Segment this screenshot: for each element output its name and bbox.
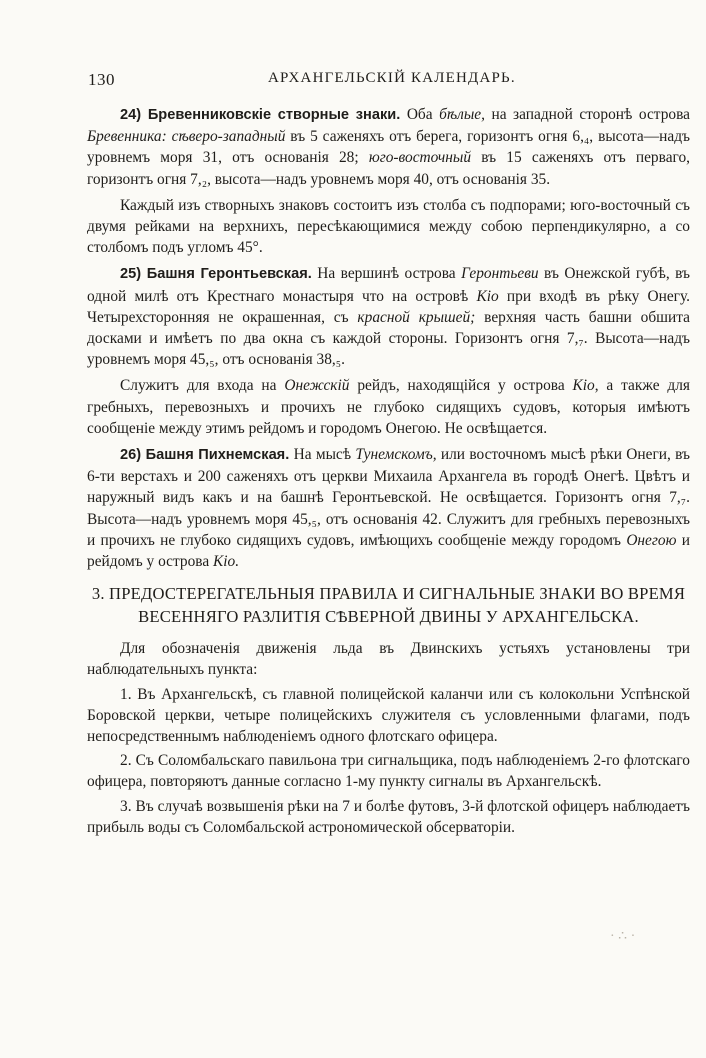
page-header [88, 70, 608, 92]
entry-24-italic: бѣлые, [439, 106, 485, 123]
marginal-mark: · ∴ · [610, 929, 636, 944]
entry-24-text: на западной сторонѣ острова [484, 106, 690, 123]
entry-26-italic: Онегою [626, 531, 677, 549]
section-3-title-line-1: 3. ПРЕДОСТЕРЕГАТЕЛЬНЫЯ ПРАВИЛА И СИГНАЛЬНЫЕ ЗНАКИ ВО ВРЕМЯ [91, 584, 686, 604]
entry-24-italic: юго-восточный [368, 149, 472, 167]
entry-25-text: при входѣ въ рѣку Онегу. Четырехсторонняя не окрашенная, съ [87, 287, 690, 326]
entry-24-description: Каждый изъ створныхъ знаковъ состоитъ изъ столба съ подпорами; юго-восточный съ двумя рейками на верхнихъ, пересѣкающимися между собою перпендикулярно, а со столбомъ подъ угломъ 45°. [87, 196, 690, 257]
entry-25-usage-text: , а также для гребныхъ, перевозныхъ и прочихъ не глубоко сидящихъ судовъ, которыя имѣютъ сообщеніе между этимъ рейдомъ и городомъ Онегою. Не освѣщается. [87, 377, 691, 437]
section-3-intro: Для обозначенія движенія льда въ Двинскихъ устьяхъ установлены три наблюдательныхъ пункта: [87, 640, 690, 679]
entry-26-italic: Кіо. [213, 553, 240, 571]
entry-26-italic: Тунемскомъ, [355, 446, 437, 464]
entry-25-text: верхняя часть башни обшита досками и имѣетъ по два окна съ каждой стороны. Горизонтъ огня 7,₇. Высота—надъ уровнемъ моря 45,₅, отъ основанія 38,₅. [87, 308, 690, 369]
entry-25-italic: Кіо [476, 287, 499, 305]
page-body [87, 104, 690, 841]
running-title: АРХАНГЕЛЬСКІЙ КАЛЕНДАРЬ. [268, 70, 516, 86]
section-3-title [87, 582, 690, 628]
entry-25-italic: Геронтьеви [461, 265, 539, 283]
entry-25-usage-text: Служитъ для входа на [120, 377, 285, 395]
entry-26-text: На мысѣ [289, 446, 356, 464]
entry-24-paragraph [87, 104, 690, 190]
entry-25-text: На вершинѣ острова [311, 265, 462, 283]
entry-24-heading: 24) Бревенниковскіе створные знаки. [120, 107, 401, 123]
entry-25-text: въ Онежской губѣ, въ одной милѣ отъ Крестнаго монастыря что на островѣ [87, 265, 690, 305]
section-3-item-3: 3. Въ случаѣ возвышенія рѣки на 7 и болѣе футовъ, 3-й флотской офицеръ наблюдаетъ прибыль воды съ Соломбальской астрономической обсерваторіи. [87, 797, 690, 836]
section-3-item-1: 1. Въ Архангельскѣ, съ главной полицейской каланчи или съ колокольни Успѣнской Боровской церкви, четыре полицейскихъ служителя съ условленными флагами, подъ непосредственнымъ наблюденіемъ одного флотскаго офицера. [87, 685, 690, 746]
entry-26-paragraph [87, 444, 690, 572]
entry-25-usage [87, 375, 690, 439]
page-number: 130 [88, 70, 115, 89]
entry-25-usage-italic: Кіо [572, 377, 595, 395]
entry-25-usage-italic: Онежскій [284, 377, 350, 395]
section-3-title-line-2: ВЕСЕННЯГО РАЗЛИТІЯ СѢВЕРНОЙ ДВИНЫ У АРХАНГЕЛЬСКА. [138, 607, 639, 627]
entry-25-usage-text: рейдъ, находящійся у острова [349, 377, 573, 395]
section-3-item-2: 2. Съ Соломбальскаго павильона три сигнальщика, подъ наблюденіемъ 2-го флотскаго офицера, повторяютъ данные согласно 1-му пункту сигналы въ Архангельскѣ. [87, 752, 690, 791]
entry-24-text: въ 5 саженяхъ отъ берега, горизонтъ огня 6,₄, высота—надъ уровнемъ моря 31, отъ основанія 28; [87, 128, 690, 167]
entry-24-italic: Бревенника: сѣверо-западный [87, 128, 286, 146]
entry-26-text: или восточномъ мысѣ рѣки Онеги, въ 6-ти верстахъ и 200 саженяхъ отъ церкви Михаила Архангела въ городѣ Онегѣ. Цвѣтъ и наружный видъ какъ и на башнѣ Геронтьевской. Не освѣщается. Горизонтъ огня 7,₇. Высота—надъ уровнемъ моря 45,₅, отъ основанія 42. Служитъ для гребныхъ перевозныхъ и прочихъ не глубоко сидящихъ судовъ, имѣющихъ сообщеніе между городомъ [87, 446, 691, 549]
entry-25-paragraph [87, 263, 690, 370]
entry-24-text: въ 15 саженяхъ отъ перваго, горизонтъ огня 7,₂, высота—надъ уровнемъ моря 40, отъ основанія 35. [87, 149, 690, 188]
entry-24-text: Оба [400, 106, 440, 123]
entry-26-heading: 26) Башня Пихнемская. [120, 447, 290, 464]
entry-25-italic: красной крышей; [357, 308, 476, 326]
entry-26-text: и рейдомъ у острова [87, 531, 691, 571]
entry-25-heading: 25) Башня Геронтьевская. [120, 266, 312, 283]
